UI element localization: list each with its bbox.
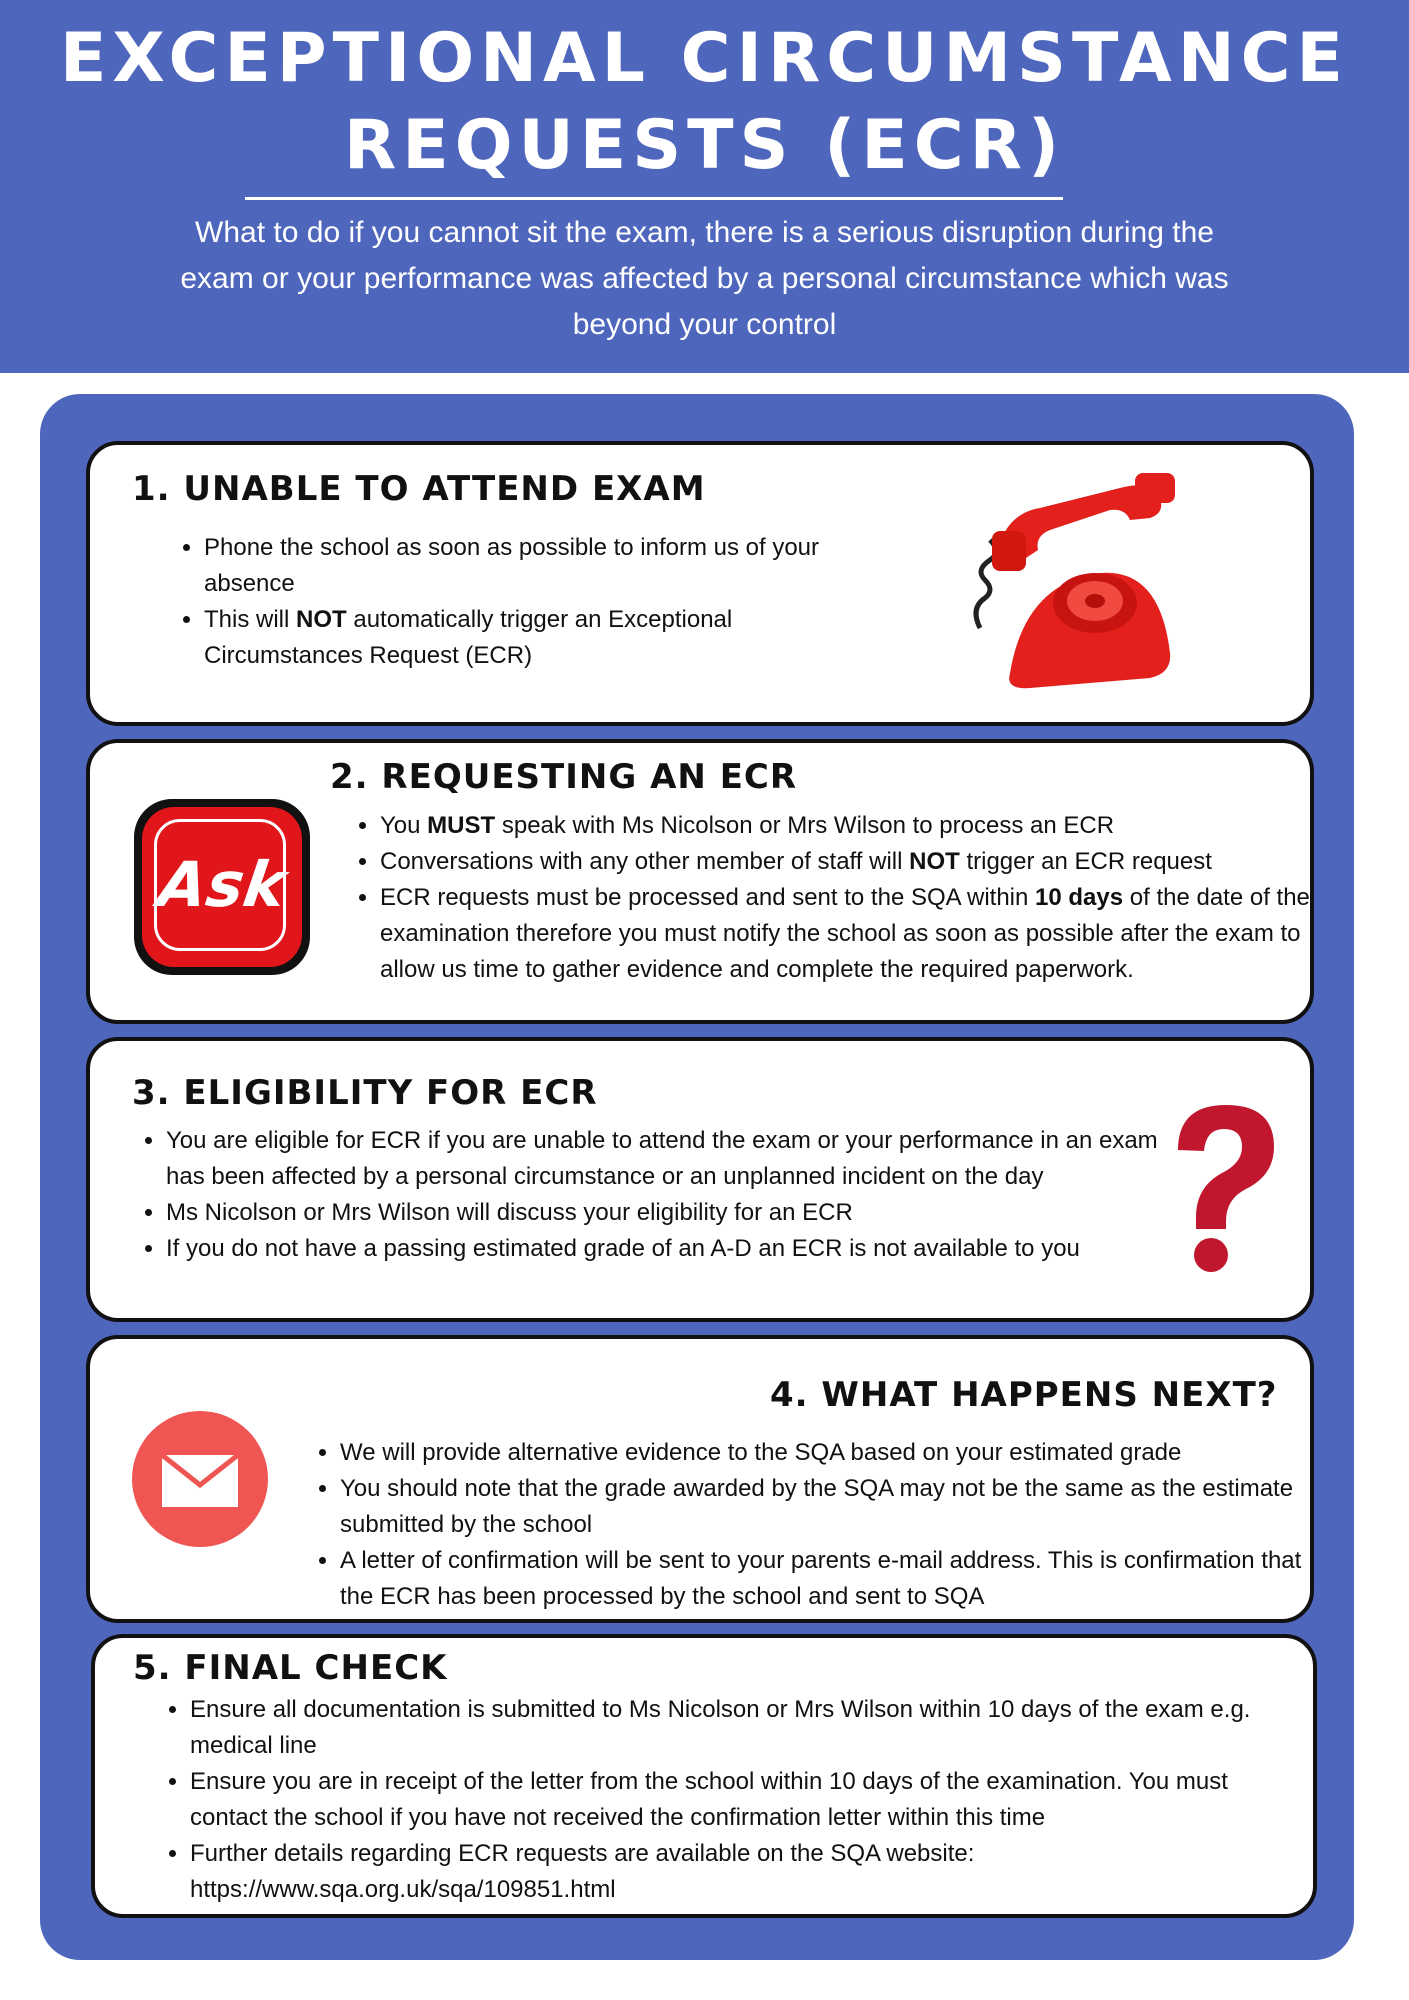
ask-icon: Ask — [134, 799, 310, 975]
bullet-list — [156, 1692, 1310, 1908]
red-telephone-icon — [950, 473, 1180, 703]
list-item: • ECR requests must be processed and sent to the SQA within 10 days of the date of the examination therefore you must notify the school as soon as possible after the exam to allow us time to gather evidence and complete the required paperwork. — [380, 880, 1340, 988]
section-requesting-ecr — [86, 739, 1314, 1024]
header-banner — [0, 0, 1409, 373]
list-item: • Further details regarding ECR requests are available on the SQA website: https://www.sqa.org.uk/sqa/109851.html — [190, 1836, 1310, 1908]
list-item: • You should note that the grade awarded by the SQA may not be the same as the estimate submitted by the school — [340, 1471, 1340, 1543]
list-item: • A letter of confirmation will be sent to your parents e-mail address. This is confirmation that the ECR has been processed by the school and sent to SQA — [340, 1543, 1340, 1615]
section-title: 3. ELIGIBILITY FOR ECR — [132, 1073, 598, 1113]
list-item: • Ensure all documentation is submitted to Ms Nicolson or Mrs Wilson within 10 days of the exam e.g. medical line — [190, 1692, 1310, 1764]
list-item: • We will provide alternative evidence to the SQA based on your estimated grade — [340, 1435, 1340, 1471]
bullet-list — [132, 1123, 1176, 1267]
page-title-line1: EXCEPTIONAL CIRCUMSTANCE — [59, 19, 1349, 98]
page-subtitle: What to do if you cannot sit the exam, there is a serious disruption during the exam or your performance was affected by a personal circumstance which was beyond your control — [180, 216, 1229, 341]
bullet-list — [346, 808, 1340, 988]
list-item: • You are eligible for ECR if you are unable to attend the exam or your performance in an exam has been affected by a personal circumstance or an unplanned incident on the day — [166, 1123, 1176, 1195]
section-title: 2. REQUESTING AN ECR — [330, 757, 798, 797]
bullet-list — [170, 530, 844, 674]
envelope-icon — [132, 1411, 268, 1547]
section-what-happens-next — [86, 1335, 1314, 1623]
question-mark-icon — [1158, 1095, 1288, 1275]
page-title-line2: REQUESTS (ECR) — [343, 106, 1066, 185]
section-unable-to-attend — [86, 441, 1314, 726]
list-item: • Phone the school as soon as possible to inform us of your absence — [204, 530, 844, 602]
list-item: • Ms Nicolson or Mrs Wilson will discuss your eligibility for an ECR — [166, 1195, 1176, 1231]
section-title: 4. WHAT HAPPENS NEXT? — [770, 1375, 1278, 1415]
list-item: • This will NOT automatically trigger an Exceptional Circumstances Request (ECR) — [204, 602, 844, 674]
section-eligibility — [86, 1037, 1314, 1322]
title-underline — [245, 197, 1063, 200]
section-title: 1. UNABLE TO ATTEND EXAM — [132, 469, 706, 509]
list-item: • If you do not have a passing estimated grade of an A-D an ECR is not available to you — [166, 1231, 1176, 1267]
section-title: 5. FINAL CHECK — [133, 1648, 448, 1688]
section-final-check — [91, 1634, 1317, 1918]
list-item: • Ensure you are in receipt of the letter from the school within 10 days of the examination. You must contact the school if you have not received the confirmation letter within this time — [190, 1764, 1310, 1836]
bullet-list — [306, 1435, 1340, 1615]
list-item: • You MUST speak with Ms Nicolson or Mrs Wilson to process an ECR — [380, 808, 1340, 844]
list-item: • Conversations with any other member of staff will NOT trigger an ECR request — [380, 844, 1340, 880]
